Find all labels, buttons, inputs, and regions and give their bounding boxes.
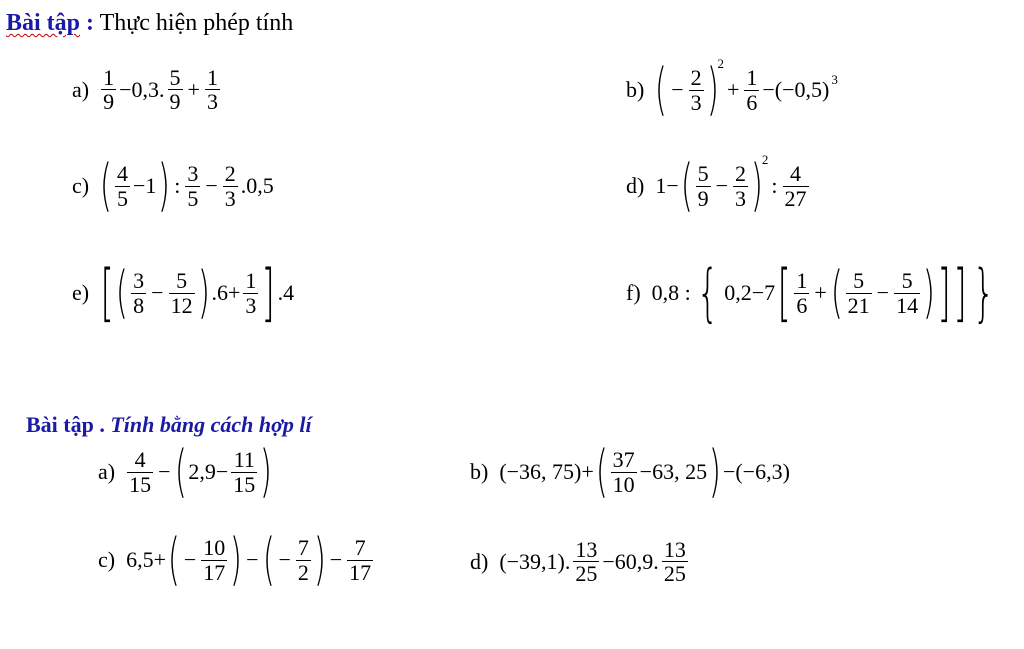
- operator: −: [278, 547, 291, 572]
- problem-letter: d): [626, 173, 645, 198]
- operator: −: [876, 280, 890, 305]
- section2-title-main: Bài tập .: [26, 412, 111, 437]
- section2-title: [26, 412, 312, 438]
- paren-left: (: [262, 527, 275, 592]
- problem-letter: c): [72, 173, 90, 198]
- denominator: 12: [170, 292, 193, 318]
- operator: −: [151, 280, 164, 305]
- numerator: 5: [697, 161, 709, 187]
- operator: −: [329, 547, 343, 572]
- expression: [125, 527, 375, 592]
- term: (−36, 75)+: [499, 459, 594, 484]
- denominator: 3: [690, 89, 702, 115]
- expression: [125, 439, 273, 504]
- brace-left: {: [696, 256, 719, 329]
- fraction: [689, 66, 704, 113]
- exponent: 2: [717, 56, 724, 71]
- denominator: 3: [245, 292, 257, 318]
- fraction: [846, 269, 872, 316]
- term: .0,5: [240, 173, 274, 198]
- term: −(−6,3): [722, 459, 790, 484]
- numerator: 1: [245, 268, 257, 294]
- paren-group: [174, 439, 274, 504]
- expression: [654, 56, 838, 122]
- numerator: 37: [612, 447, 635, 473]
- section1-title-rest: Thực hiện phép tính: [94, 10, 294, 36]
- paren-left: (: [174, 439, 187, 504]
- term: 0,8 :: [651, 280, 691, 305]
- denominator: 25: [663, 561, 686, 587]
- numerator: 3: [187, 161, 199, 187]
- operator: :: [771, 173, 778, 198]
- fraction: [794, 269, 809, 316]
- operator: −: [715, 173, 729, 198]
- denominator: 25: [575, 561, 598, 587]
- denominator: 6: [796, 292, 808, 318]
- paren-right: ): [706, 57, 719, 122]
- numerator: 7: [354, 535, 366, 561]
- section1-title-colon: :: [80, 10, 95, 36]
- denominator: 5: [116, 185, 128, 211]
- fraction: [662, 538, 688, 585]
- denominator: 3: [224, 185, 236, 211]
- problem-letter: a): [98, 459, 116, 484]
- denominator: 21: [847, 292, 870, 318]
- denominator: 15: [233, 471, 256, 497]
- numerator: 4: [790, 161, 802, 187]
- fraction: [696, 162, 711, 209]
- paren-left: (: [595, 439, 608, 504]
- numerator: 7: [297, 535, 309, 561]
- expression: [651, 256, 1000, 329]
- operator: −: [205, 173, 218, 198]
- problem-letter: e): [72, 280, 90, 305]
- paren-left: (: [680, 153, 693, 218]
- problem-1f: [626, 256, 1000, 329]
- fraction: [611, 448, 637, 495]
- fraction: [169, 269, 195, 316]
- denominator: 3: [206, 89, 218, 115]
- operator: +: [187, 76, 200, 102]
- operator: −: [671, 77, 684, 102]
- fraction: [115, 162, 130, 209]
- denominator: 17: [203, 559, 226, 585]
- numerator: 10: [203, 535, 226, 561]
- denominator: 9: [169, 89, 181, 115]
- paren-right: ): [708, 439, 722, 504]
- problem-2d: [470, 538, 690, 585]
- numerator: 3: [133, 268, 145, 294]
- denominator: 9: [103, 89, 115, 115]
- bracket-group: [99, 256, 276, 329]
- brace-right: }: [973, 256, 995, 329]
- denominator: 10: [612, 471, 635, 497]
- section1-title-label: Bài tập: [6, 10, 81, 36]
- paren-right: ): [260, 439, 273, 504]
- term: 2,9−: [188, 459, 229, 484]
- exponent: 2: [761, 152, 769, 167]
- paren-right: ): [750, 153, 763, 218]
- paren-group: [99, 153, 171, 218]
- bracket-left: [: [100, 256, 114, 329]
- bracket-left: [: [777, 256, 791, 329]
- expression: [99, 256, 295, 329]
- problem-1d: [626, 152, 811, 218]
- fraction: [733, 162, 748, 209]
- denominator: 17: [349, 559, 372, 585]
- term: −(−0,5): [762, 77, 830, 102]
- term: −60,9.: [602, 548, 659, 574]
- problem-letter: b): [626, 77, 645, 102]
- operator: −: [158, 459, 171, 484]
- numerator: 5: [853, 268, 865, 294]
- denominator: 6: [746, 89, 758, 115]
- fraction: [223, 162, 238, 209]
- numerator: 2: [224, 161, 236, 187]
- numerator: 5: [169, 65, 181, 90]
- term: .4: [277, 280, 295, 305]
- denominator: 27: [784, 185, 807, 211]
- numerator: 4: [134, 447, 146, 473]
- numerator: 13: [663, 537, 686, 562]
- term: 1−: [655, 173, 679, 198]
- paren-left: (: [830, 260, 843, 325]
- numerator: 11: [233, 447, 255, 473]
- expression: [498, 439, 791, 504]
- fraction: [185, 162, 200, 209]
- paren-group: [680, 153, 764, 218]
- term: 6,5+: [126, 547, 167, 572]
- term: −0,3.: [119, 76, 165, 102]
- paren-left: (: [100, 153, 113, 218]
- denominator: 15: [129, 471, 152, 497]
- operator: −: [246, 547, 259, 572]
- paren-left: (: [167, 527, 180, 592]
- operator: +: [814, 280, 827, 305]
- fraction: [201, 536, 227, 583]
- denominator: 2: [297, 559, 309, 585]
- term: −63, 25: [639, 459, 708, 484]
- numerator: 4: [116, 161, 128, 187]
- numerator: 1: [796, 268, 808, 294]
- expression: [99, 153, 275, 218]
- fraction: [168, 66, 183, 113]
- expression: [654, 152, 810, 218]
- problem-2a: [98, 439, 273, 504]
- paren-left: (: [655, 57, 668, 122]
- section2-title-rest: Tính bằng cách hợp lí: [110, 412, 312, 437]
- fraction: [205, 66, 220, 113]
- paren-group: [167, 527, 243, 592]
- operator: :: [174, 173, 181, 198]
- fraction: [243, 269, 258, 316]
- numerator: 1: [103, 65, 115, 90]
- paren-left: (: [116, 260, 129, 325]
- paren-right: ): [313, 527, 326, 592]
- fraction: [744, 66, 759, 113]
- operator: +: [726, 77, 740, 102]
- denominator: 9: [697, 185, 709, 211]
- numerator: 2: [690, 65, 702, 91]
- term: .6+: [211, 280, 241, 305]
- term: 0,2−7: [724, 280, 776, 305]
- problem-2b: [470, 439, 791, 504]
- denominator: 3: [735, 185, 747, 211]
- paren-group: [595, 439, 722, 504]
- fraction: [127, 448, 153, 495]
- fraction: [101, 66, 116, 113]
- problem-letter: d): [470, 548, 489, 574]
- problem-1b: [626, 56, 838, 122]
- paren-right: ): [197, 260, 210, 325]
- section1-title: [6, 10, 293, 37]
- problem-letter: a): [72, 76, 90, 102]
- numerator: 1: [206, 65, 218, 90]
- term: −1: [132, 173, 157, 198]
- problem-1e: [72, 256, 295, 329]
- fraction: [131, 269, 146, 316]
- denominator: 14: [896, 292, 919, 318]
- numerator: 13: [575, 537, 598, 562]
- problem-letter: b): [470, 459, 489, 484]
- problem-1c: [72, 153, 275, 218]
- denominator: 5: [187, 185, 199, 211]
- numerator: 5: [176, 268, 188, 294]
- problem-1a: [72, 66, 222, 113]
- problem-2c: [98, 527, 375, 592]
- term: (−39,1).: [499, 548, 571, 574]
- brace-group: [692, 256, 1000, 329]
- numerator: 1: [746, 65, 758, 91]
- numerator: 5: [901, 268, 913, 294]
- paren-right: ): [158, 153, 171, 218]
- fraction: [783, 162, 809, 209]
- bracket-right: ]: [261, 256, 276, 329]
- bracket-right: ]: [953, 256, 967, 329]
- fraction: [231, 448, 257, 495]
- paren-group: [262, 527, 327, 592]
- fraction: [573, 538, 599, 585]
- denominator: 8: [133, 292, 145, 318]
- expression: [99, 66, 222, 113]
- paren-right: ): [230, 527, 243, 592]
- bracket-right: ]: [937, 256, 951, 329]
- exponent: 3: [831, 72, 838, 87]
- paren-right: ): [922, 260, 936, 325]
- operator: −: [183, 547, 197, 572]
- fraction: [347, 536, 373, 583]
- problem-letter: f): [626, 280, 641, 305]
- paren-group: [654, 57, 719, 122]
- fraction: [296, 536, 311, 583]
- problem-letter: c): [98, 547, 116, 572]
- fraction: [894, 269, 920, 316]
- numerator: 2: [735, 161, 747, 187]
- expression: [498, 538, 689, 585]
